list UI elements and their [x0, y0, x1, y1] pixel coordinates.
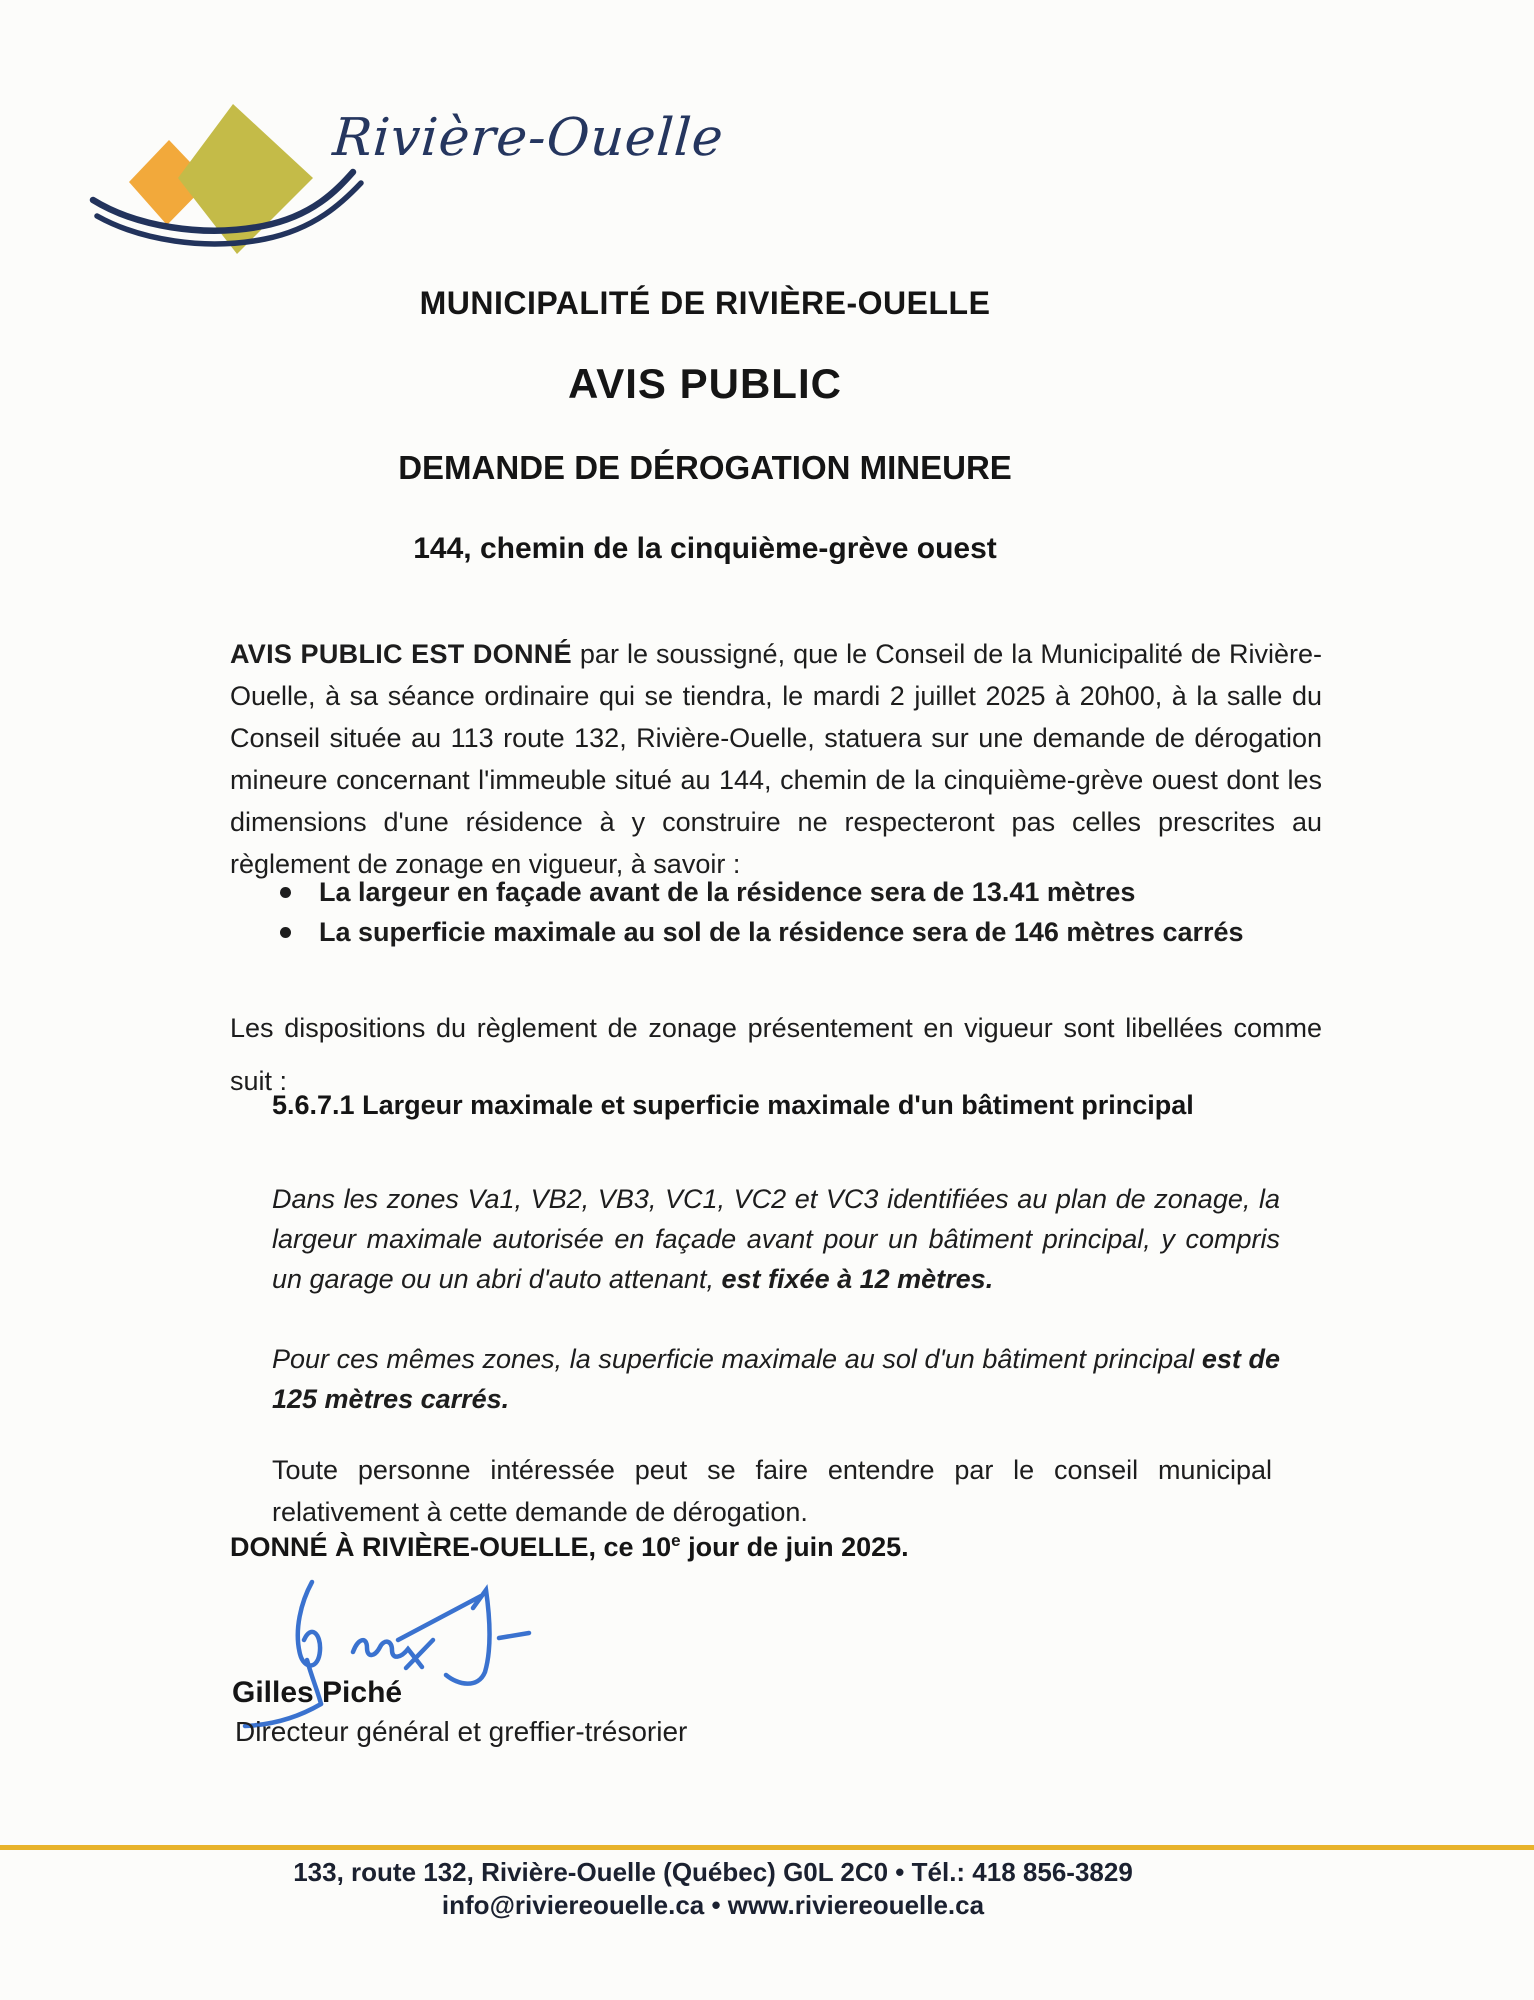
dispositions-paragraph: Les dispositions du règlement de zonage présentement en vigueur sont libellées comme suit :: [230, 1013, 1322, 1096]
intro-lead-bold: AVIS PUBLIC EST DONNÉ: [230, 639, 572, 669]
hearing-paragraph: Toute personne intéressée peut se faire entendre par le conseil municipal relativement à cette demande de dérogation.: [272, 1455, 1272, 1527]
municipality-title: MUNICIPALITÉ DE RIVIÈRE-OUELLE: [419, 285, 991, 321]
handwritten-signature: [215, 1578, 545, 1738]
given-prefix: DONNÉ À RIVIÈRE-OUELLE, ce 10: [230, 1532, 672, 1562]
signer-title: Directeur général et greffier-trésorier: [235, 1716, 688, 1747]
derogation-bullet-list: [280, 872, 1280, 952]
bullet-text: La superficie maximale au sol de la résidence sera de 146 mètres carrés: [319, 917, 1244, 947]
footer-divider: [0, 1845, 1534, 1850]
signature-flourish-stroke: [398, 1590, 490, 1684]
zoning-width-text: Dans les zones Va1, VB2, VB3, VC1, VC2 et VC3 identifiées au plan de zonage, la largeur maximale autorisée en façade avant pour un bâtiment principal, y compris un garage ou un abri d'auto attenant,: [272, 1184, 1280, 1294]
zoning-width-paragraph: [272, 1179, 1280, 1299]
zoning-area-paragraph: [272, 1339, 1280, 1419]
zoning-width-bold: est fixée à 12 mètres.: [721, 1264, 994, 1294]
signature-squiggle-stroke: [353, 1640, 433, 1668]
footer-address-phone: 133, route 132, Rivière-Ouelle (Québec) G0L 2C0 • Tél.: 418 856-3829: [293, 1857, 1133, 1887]
notice-subject-title: DEMANDE DE DÉROGATION MINEURE: [398, 449, 1012, 486]
given-at-line: [230, 1532, 909, 1563]
given-suffix: jour de juin 2025.: [680, 1532, 909, 1562]
bullet-icon: [280, 887, 291, 898]
notice-type-title: AVIS PUBLIC: [568, 360, 842, 407]
intro-paragraph: [230, 633, 1322, 885]
footer-email-website: info@riviereouelle.ca • www.riviereouelle.ca: [441, 1890, 985, 1920]
municipality-logo: [85, 88, 726, 263]
signature-loop-stroke: [298, 1582, 320, 1666]
footer: [0, 1856, 1426, 1922]
list-item: [280, 872, 1280, 912]
signature-dash-stroke: [499, 1633, 529, 1638]
property-address-title: 144, chemin de la cinquième-grève ouest: [413, 532, 997, 565]
intro-text: par le soussigné, que le Conseil de la Municipalité de Rivière-Ouelle, à sa séance ordinaire qui se tiendra, le mardi 2 juillet 2025 à 20h00, à la salle du Conseil située au 113 route 132, Rivière-Ouelle, statuera sur une demande de dérogation mineure concernant l'immeuble situé au 144, chemin de la cinquième-grève ouest dont les dimensions d'une résidence à y construire ne respecteront pas celles prescrites au règlement de zonage en vigueur, à savoir :: [230, 639, 1322, 879]
list-item: [280, 912, 1280, 952]
zoning-area-bold: est de 125 mètres carrés.: [272, 1344, 1280, 1414]
signer-name: Gilles Piché: [232, 1676, 403, 1709]
logo-wordmark: Rivière-Ouelle: [330, 108, 726, 168]
given-ordinal-sup: e: [671, 1531, 681, 1550]
bullet-icon: [280, 927, 291, 938]
bullet-text: La largeur en façade avant de la résidence sera de 13.41 mètres: [319, 877, 1136, 907]
zoning-section-heading: 5.6.7.1 Largeur maximale et superficie maximale d'un bâtiment principal: [272, 1090, 1194, 1120]
zoning-area-text: Pour ces mêmes zones, la superficie maximale au sol d'un bâtiment principal: [272, 1344, 1202, 1374]
